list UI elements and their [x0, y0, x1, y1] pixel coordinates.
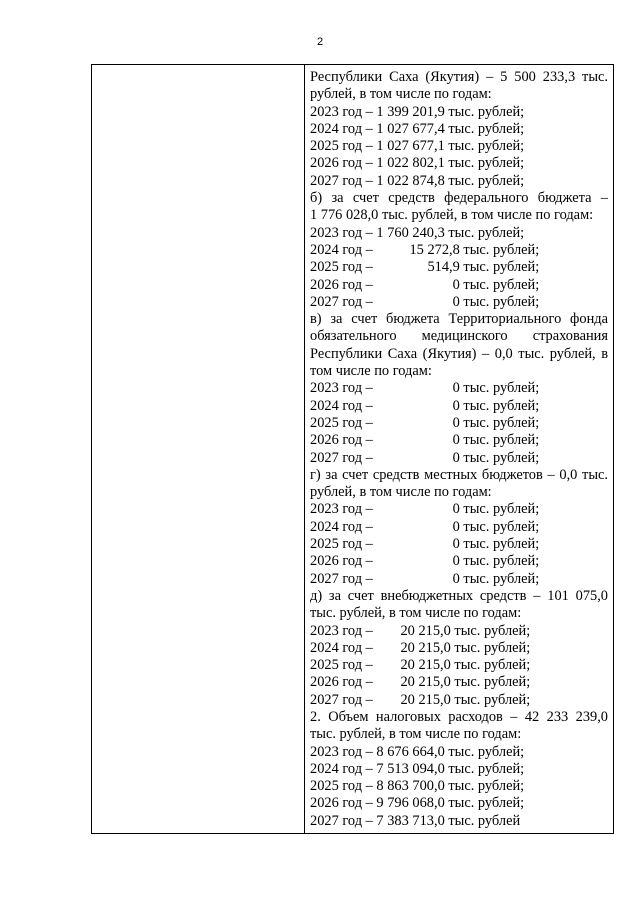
local-year-row: [310, 501, 608, 518]
amount-value: 0: [452, 397, 460, 414]
tfoms-year-row: [310, 398, 608, 415]
tax-year-row: 2024 год – 7 513 094,0 тыс. рублей;: [310, 760, 525, 777]
tax-year-row: 2027 год – 7 383 713,0 тыс. рублей: [310, 812, 521, 829]
tfoms-heading: том числе по годам:: [310, 363, 432, 380]
year-label: 2024 год –: [310, 241, 373, 258]
amount-unit: тыс. рублей;: [459, 276, 540, 293]
republic-year-row: 2027 год – 1 022 874,8 тыс. рублей;: [310, 172, 525, 189]
year-label: 2025 год –: [310, 657, 373, 674]
amount-unit: тыс. рублей;: [459, 293, 540, 310]
year-label: 2024 год –: [310, 397, 373, 414]
tax-expenditure-heading: 2. Объем налоговых расходов – 42 233 239,0: [310, 708, 608, 725]
page-number: 2: [316, 36, 324, 48]
extrabudgetary-year-row: [310, 674, 608, 691]
tax-year-row: 2026 год – 9 796 068,0 тыс. рублей;: [310, 795, 525, 812]
year-label: 2026 год –: [310, 276, 373, 293]
amount-value: 0: [452, 432, 460, 449]
amount-value: 0: [452, 553, 460, 570]
amount-unit: тыс. рублей;: [450, 691, 531, 708]
amount-unit: тыс. рублей;: [459, 380, 540, 397]
year-label: 2027 год –: [310, 449, 373, 466]
amount-value: 20 215,0: [400, 674, 451, 691]
extrabudgetary-year-row: [310, 692, 608, 709]
local-year-row: [310, 571, 608, 588]
amount-unit: тыс. рублей;: [459, 553, 540, 570]
year-label: 2027 год –: [310, 570, 373, 587]
amount-unit: тыс. рублей;: [450, 657, 531, 674]
tax-year-row: 2025 год – 8 863 700,0 тыс. рублей;: [310, 778, 525, 795]
intro-line: рублей, в том числе по годам:: [310, 86, 492, 103]
republic-year-row: 2026 год – 1 022 802,1 тыс. рублей;: [310, 155, 525, 172]
intro-line: Республики Саха (Якутия) – 5 500 233,3 тыс.: [310, 69, 608, 85]
republic-year-row: 2023 год – 1 399 201,9 тыс. рублей;: [310, 103, 525, 120]
year-label: 2024 год –: [310, 639, 373, 656]
amount-value: 514,9: [427, 259, 460, 276]
republic-year-row: 2025 год – 1 027 677,1 тыс. рублей;: [310, 138, 525, 155]
amount-value: 0: [452, 276, 460, 293]
year-label: 2026 год –: [310, 432, 373, 449]
federal-heading: б) за счет средств федерального бюджета –: [310, 190, 608, 207]
year-label: 2025 год –: [310, 414, 373, 431]
tfoms-heading: в) за счет бюджета Территориального фонда: [310, 311, 608, 328]
amount-value: 20 215,0: [400, 657, 451, 674]
tax-year-row: 2023 год – 8 676 664,0 тыс. рублей;: [310, 743, 525, 760]
amount-value: 0: [452, 293, 460, 310]
tfoms-year-row: [310, 450, 608, 467]
year-label: 2026 год –: [310, 674, 373, 691]
year-label: 2025 год –: [310, 536, 373, 553]
table-left-cell: [92, 65, 305, 833]
local-year-row: [310, 519, 608, 536]
extrabudgetary-year-row: [310, 640, 608, 657]
year-label: 2026 год –: [310, 553, 373, 570]
year-label: 2025 год –: [310, 259, 373, 276]
amount-value: 0: [452, 501, 460, 518]
extrabudgetary-heading: д) за счет внебюджетных средств – 101 075,0: [310, 587, 608, 604]
amount-value: 0: [452, 414, 460, 431]
year-label: 2023 год –: [310, 501, 373, 518]
financing-table: [91, 64, 614, 834]
amount-value: 0: [452, 570, 460, 587]
amount-unit: тыс. рублей;: [450, 639, 531, 656]
federal-year-row: [310, 242, 608, 259]
extrabudgetary-heading: тыс. рублей, в том числе по годам:: [310, 605, 522, 622]
amount-value: 20 215,0: [400, 691, 451, 708]
federal-year-row: [310, 294, 608, 311]
amount-unit: тыс. рублей;: [459, 414, 540, 431]
year-label: 2027 год –: [310, 691, 373, 708]
amount-unit: тыс. рублей;: [459, 241, 540, 258]
tax-expenditure-heading: тыс. рублей, в том числе по годам:: [310, 726, 522, 743]
tfoms-year-row: [310, 432, 608, 449]
extrabudgetary-year-row: [310, 657, 608, 674]
federal-heading: 1 776 028,0 тыс. рублей, в том числе по годам:: [310, 207, 594, 224]
year-label: 2023 год –: [310, 622, 373, 639]
amount-value: 0: [452, 518, 460, 535]
tfoms-year-row: [310, 415, 608, 432]
amount-unit: тыс. рублей;: [459, 536, 540, 553]
extrabudgetary-year-row: [310, 623, 608, 640]
amount-value: 0: [452, 380, 460, 397]
amount-unit: тыс. рублей;: [459, 449, 540, 466]
amount-value: 20 215,0: [400, 622, 451, 639]
table-right-cell: [305, 65, 613, 833]
year-label: 2024 год –: [310, 518, 373, 535]
amount-value: 0: [452, 536, 460, 553]
republic-year-row: 2024 год – 1 027 677,4 тыс. рублей;: [310, 120, 525, 137]
year-label: 2023 год –: [310, 380, 373, 397]
amount-unit: тыс. рублей;: [459, 432, 540, 449]
amount-unit: тыс. рублей;: [450, 674, 531, 691]
federal-year-row: [310, 259, 608, 276]
amount-value: 0: [452, 449, 460, 466]
amount-unit: тыс. рублей;: [459, 397, 540, 414]
tfoms-heading: Республики Саха (Якутия) – 0,0 тыс. рублей, в: [310, 345, 608, 362]
federal-year-row: [310, 277, 608, 294]
tfoms-year-row: [310, 380, 608, 397]
amount-unit: тыс. рублей;: [459, 570, 540, 587]
amount-unit: тыс. рублей;: [459, 259, 540, 276]
local-year-row: [310, 553, 608, 570]
local-heading: г) за счет средств местных бюджетов – 0,0 тыс.: [310, 466, 608, 483]
federal-year-row: 2023 год – 1 760 240,3 тыс. рублей;: [310, 224, 525, 241]
tfoms-heading: обязательного медицинского страхования: [310, 328, 608, 345]
amount-unit: тыс. рублей;: [459, 501, 540, 518]
local-heading: рублей, в том числе по годам:: [310, 484, 492, 501]
amount-value: 20 215,0: [400, 639, 451, 656]
amount-unit: тыс. рублей;: [450, 622, 531, 639]
year-label: 2027 год –: [310, 293, 373, 310]
local-year-row: [310, 536, 608, 553]
amount-value: 15 272,8: [409, 241, 460, 258]
amount-unit: тыс. рублей;: [459, 518, 540, 535]
